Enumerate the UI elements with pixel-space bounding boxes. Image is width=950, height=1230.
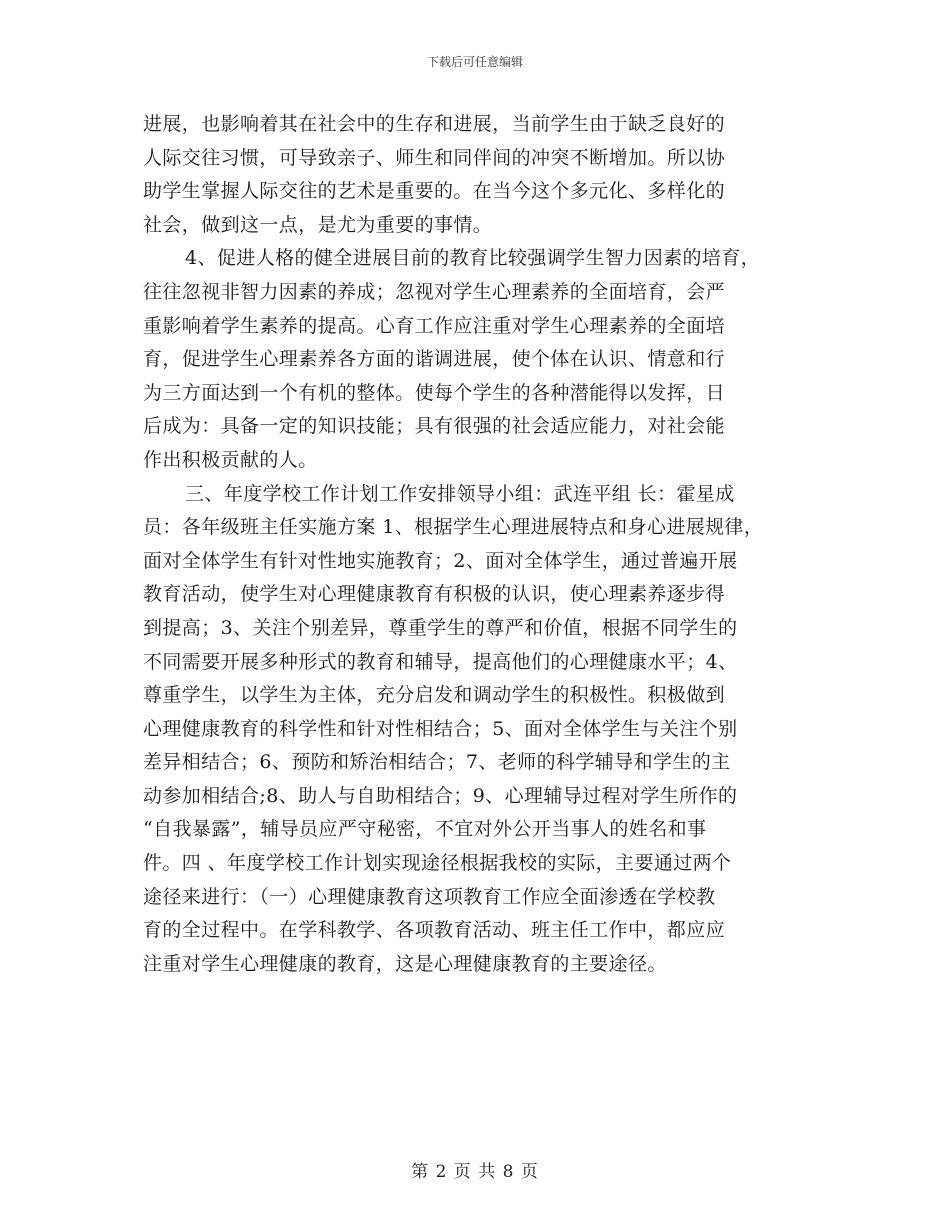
text-line: 育，促进学生心理素养各方面的谐调进展，使个体在认识、情意和行 — [143, 348, 726, 371]
text-line: 员：各年级班主任实施方案 1、根据学生心理进展特点和身心进展规律， — [143, 516, 764, 539]
document-body — [143, 108, 818, 981]
text-line: 心理健康教育的科学性和针对性相结合；5、面对全体学生与关注个别 — [143, 717, 738, 740]
text-line: 到提高；3、关注个别差异，尊重学生的尊严和价值，根据不同学生的 — [143, 616, 738, 639]
paragraph-start-line: 4、促进人格的健全进展目前的教育比较强调学生智力因素的培育， — [185, 247, 761, 270]
text-line: 动参加相结合;8、助人与自助相结合；9、心理辅导过程对学生所作的 — [143, 784, 738, 807]
text-line: 注重对学生心理健康的教育，这是心理健康教育的主要途径。 — [143, 952, 667, 975]
text-line: 重影响着学生素养的提高。心育工作应注重对学生心理素养的全面培 — [143, 314, 726, 337]
text-line: 作出积极贡献的人。 — [143, 448, 318, 471]
text-line: 途径来进行：（一）心理健康教育这项教育工作应全面渗透在学校教 — [143, 885, 716, 908]
text-line: 往往忽视非智力因素的养成；忽视对学生心理素养的全面培育，会严 — [143, 280, 726, 303]
text-line: 件。四 、年度学校工作计划实现途径根据我校的实际，主要通过两个 — [143, 852, 732, 875]
text-line: 社会，做到这一点，是尤为重要的事情。 — [143, 213, 493, 236]
page-number-footer: 第 2 页 共 8 页 — [411, 1162, 539, 1182]
text-line: 进展，也影响着其在社会中的生存和进展，当前学生由于缺乏良好的 — [143, 113, 726, 135]
text-line: 不同需要开展多种形式的教育和辅导，提高他们的心理健康水平；4、 — [143, 650, 738, 673]
page-header: 下载后可任意编辑 — [426, 55, 523, 69]
text-line: 尊重学生，以学生为主体，充分启发和调动学生的积极性。积极做到 — [143, 684, 726, 707]
text-line: 助学生掌握人际交往的艺术是重要的。在当今这个多元化、多样化的 — [143, 180, 726, 203]
text-line: 差异相结合；6、预防和矫治相结合；7、老师的科学辅导和学生的主 — [143, 751, 731, 774]
text-line: 面对全体学生有针对性地实施教育；2、面对全体学生，通过普遍开展 — [143, 549, 738, 572]
paragraph-start-line: 三、年度学校工作计划工作安排领导小组：武连平组 长：霍星成 — [185, 482, 735, 505]
text-line: 育的全过程中。在学科教学、各项教育活动、班主任工作中，都应应 — [143, 919, 726, 942]
text-line: 教育活动，使学生对心理健康教育有积极的认识，使心理素养逐步得 — [143, 583, 726, 606]
text-line: 人际交往习惯，可导致亲子、师生和同伴间的冲突不断增加。所以协 — [143, 146, 726, 169]
text-line: 为三方面达到一个有机的整体。使每个学生的各种潜能得以发挥，日 — [143, 381, 726, 404]
text-line: “自我暴露”，辅导员应严守秘密，不宜对外公开当事人的姓名和事 — [143, 818, 707, 841]
text-line: 后成为：具备一定的知识技能；具有很强的社会适应能力，对社会能 — [143, 415, 726, 438]
